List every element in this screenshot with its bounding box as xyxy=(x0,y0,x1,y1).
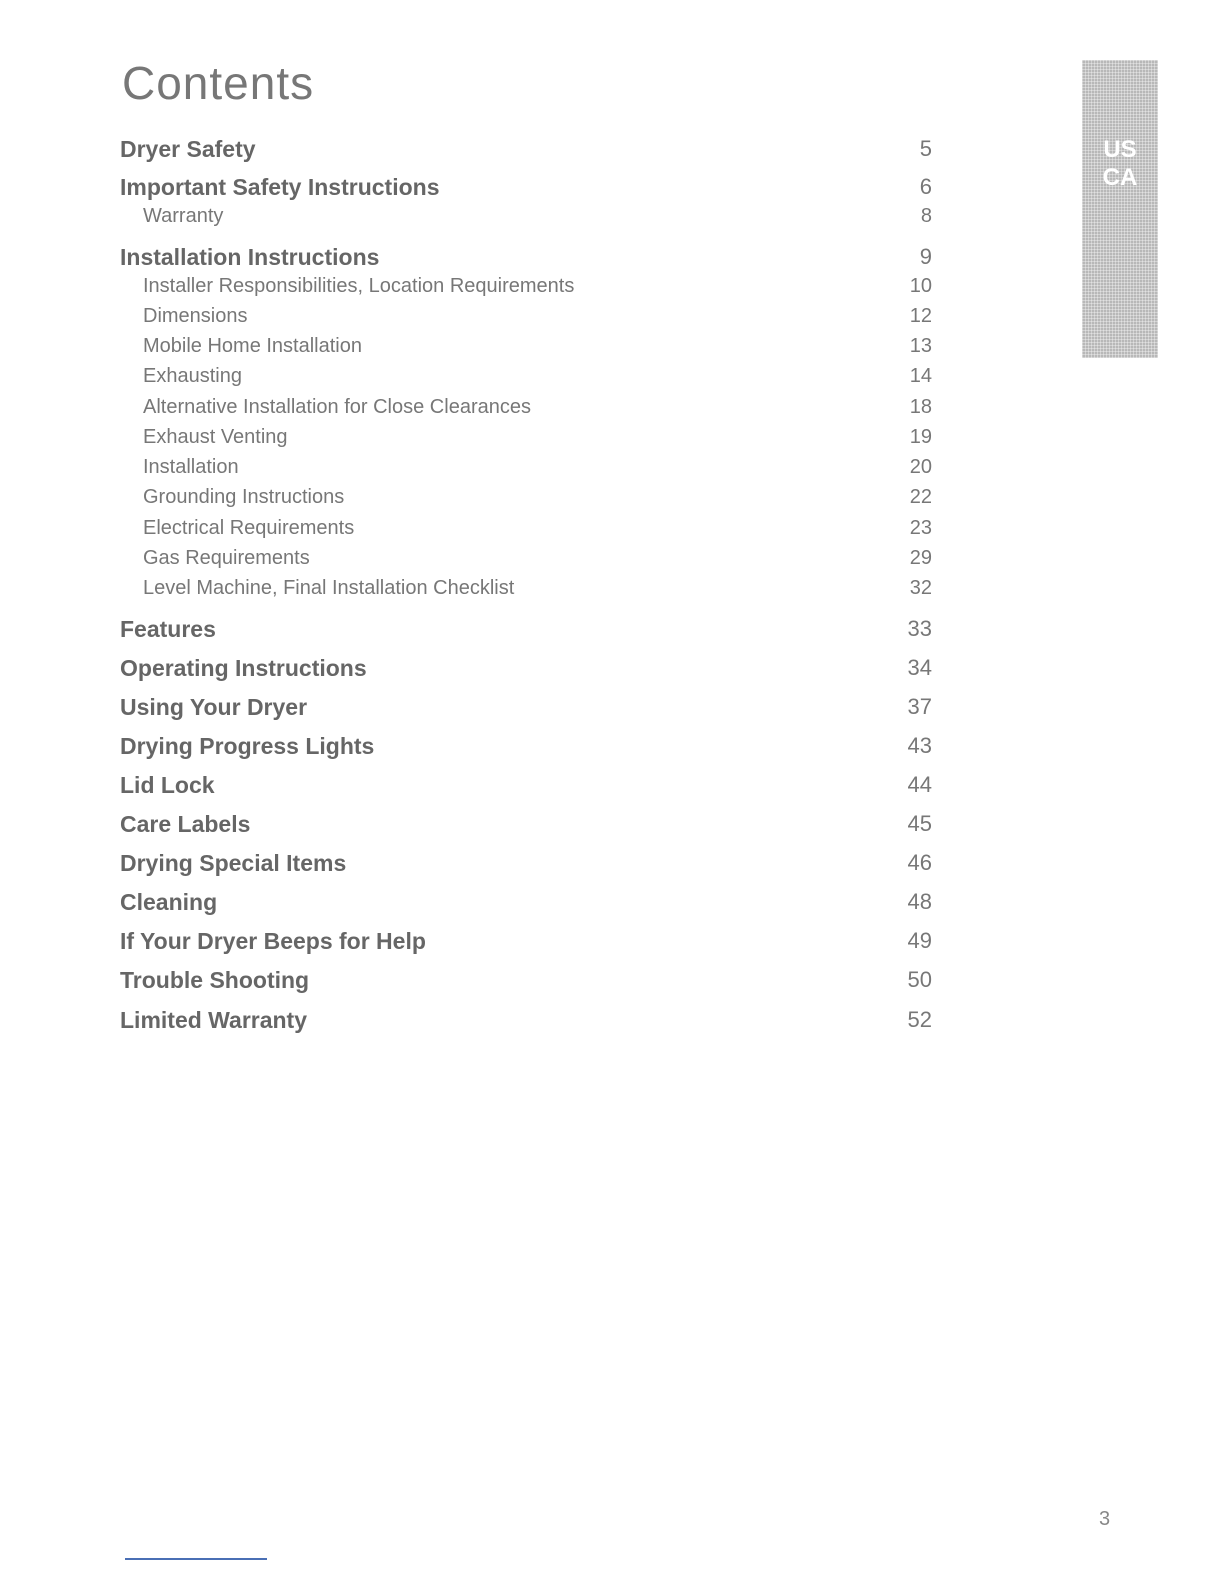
toc-entry xyxy=(0,733,1224,763)
toc-entry-title: If Your Dryer Beeps for Help xyxy=(120,928,426,954)
toc-entry xyxy=(0,616,1224,646)
toc-entry xyxy=(0,396,1224,426)
toc-entry-title: Important Safety Instructions xyxy=(120,174,440,200)
toc-entry-title: Gas Requirements xyxy=(143,547,310,569)
toc-entry-page: 23 xyxy=(909,517,932,539)
toc-entry-title: Exhausting xyxy=(143,365,242,387)
page-title: Contents xyxy=(122,57,315,109)
toc-entry-page: 5 xyxy=(919,136,932,161)
language-code-us: US xyxy=(1103,136,1137,163)
page-number: 3 xyxy=(1099,1508,1111,1530)
toc-entry-page: 22 xyxy=(909,486,932,508)
toc-entry xyxy=(0,694,1224,724)
toc-entry xyxy=(0,1007,1224,1037)
toc-entry-title: Electrical Requirements xyxy=(143,517,355,539)
toc-entry xyxy=(0,772,1224,802)
toc-entry-title: Installation Instructions xyxy=(120,244,380,270)
toc-entry-title: Grounding Instructions xyxy=(143,486,345,508)
toc-entry-title: Drying Progress Lights xyxy=(120,733,375,759)
toc-entry xyxy=(0,577,1224,607)
toc-entry xyxy=(0,174,1224,204)
toc-entry-title: Cleaning xyxy=(120,889,218,915)
toc-entry xyxy=(0,928,1224,958)
toc-entry-title: Lid Lock xyxy=(120,772,215,798)
toc-entry-page: 10 xyxy=(909,275,932,297)
toc-entry-title: Drying Special Items xyxy=(120,850,347,876)
toc-entry-page: 12 xyxy=(909,305,932,327)
toc-entry xyxy=(0,517,1224,547)
toc-entry-page: 29 xyxy=(909,547,932,569)
toc-entry-title: Dimensions xyxy=(143,305,248,327)
toc-entry-page: 33 xyxy=(907,616,932,641)
toc-entry xyxy=(0,136,1224,166)
toc-entry xyxy=(0,335,1224,365)
toc-entry-title: Using Your Dryer xyxy=(120,694,308,720)
toc-entry-title: Exhaust Venting xyxy=(143,426,288,448)
toc-entry-page: 50 xyxy=(907,967,932,992)
toc-entry-title: Installation xyxy=(143,456,239,478)
toc-entry-title: Limited Warranty xyxy=(120,1007,308,1033)
toc-entry-title: Installer Responsibilities, Location Requirements xyxy=(143,275,575,297)
toc-entry xyxy=(0,205,1224,235)
toc-entry-title: Trouble Shooting xyxy=(120,967,310,993)
toc-entry-page: 13 xyxy=(909,335,932,357)
toc-entry xyxy=(0,967,1224,997)
toc-entry xyxy=(0,547,1224,577)
toc-entry-page: 46 xyxy=(907,850,932,875)
toc-entry-page: 32 xyxy=(909,577,932,599)
toc-entry-page: 18 xyxy=(909,396,932,418)
toc-entry-title: Care Labels xyxy=(120,811,251,837)
toc-entry-title: Mobile Home Installation xyxy=(143,335,362,357)
toc-entry xyxy=(0,426,1224,456)
toc-entry-title: Warranty xyxy=(143,205,224,227)
toc-entry xyxy=(0,655,1224,685)
toc-entry xyxy=(0,850,1224,880)
toc-entry xyxy=(0,889,1224,919)
toc-entry-title: Operating Instructions xyxy=(120,655,367,681)
toc-entry xyxy=(0,275,1224,305)
toc-entry-page: 34 xyxy=(907,655,932,680)
toc-entry-title: Alternative Installation for Close Clearances xyxy=(143,396,531,418)
toc-entry-page: 8 xyxy=(920,205,932,227)
toc-entry-page: 43 xyxy=(907,733,932,758)
language-tab xyxy=(1082,60,1158,358)
toc-entry-title: Dryer Safety xyxy=(120,136,256,162)
toc-entry xyxy=(0,811,1224,841)
toc-entry-title: Level Machine, Final Installation Checklist xyxy=(143,577,515,599)
toc-entry-page: 20 xyxy=(909,456,932,478)
toc-entry xyxy=(0,486,1224,516)
toc-entry-page: 52 xyxy=(907,1007,932,1032)
toc-entry-page: 44 xyxy=(907,772,932,797)
toc-entry xyxy=(0,365,1224,395)
toc-entry-page: 48 xyxy=(907,889,932,914)
toc-entry-page: 49 xyxy=(907,928,932,953)
toc-entry-page: 19 xyxy=(909,426,932,448)
toc-entry xyxy=(0,305,1224,335)
language-code-ca: CA xyxy=(1102,164,1138,191)
footer-rule xyxy=(125,1558,267,1560)
toc-entry-page: 37 xyxy=(907,694,932,719)
toc-entry-title: Features xyxy=(120,616,216,642)
toc-entry-page: 9 xyxy=(919,244,932,269)
toc-entry-page: 14 xyxy=(909,365,932,387)
toc-entry-page: 6 xyxy=(919,174,932,199)
toc-entry xyxy=(0,244,1224,274)
toc-entry-page: 45 xyxy=(907,811,932,836)
toc-entry xyxy=(0,456,1224,486)
